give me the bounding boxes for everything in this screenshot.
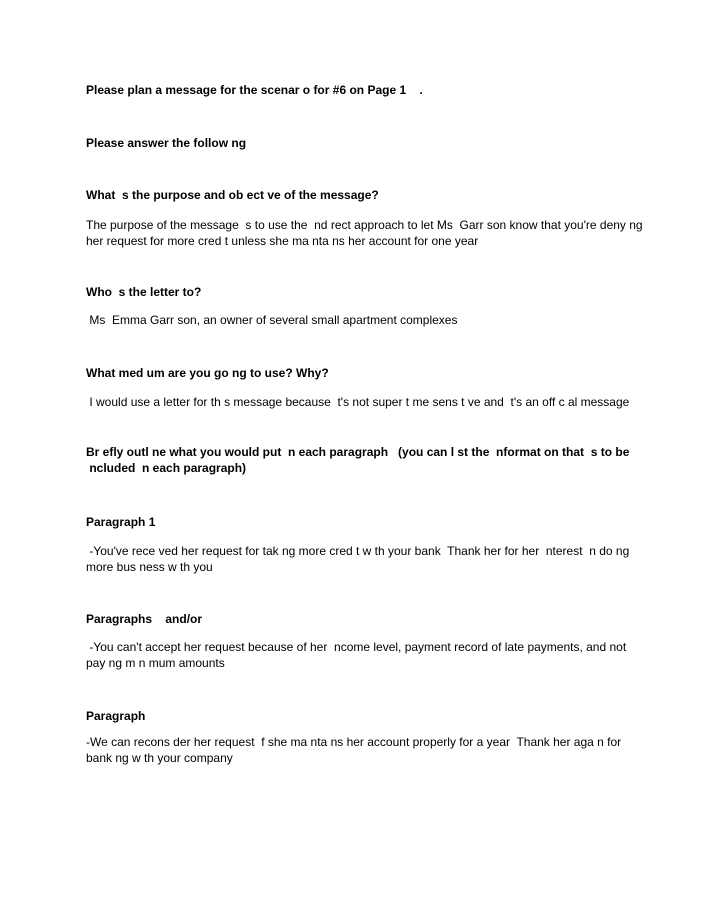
question-recipient: Who s the letter to? <box>86 285 202 299</box>
paragraph-1-heading: Paragraph 1 <box>86 515 156 529</box>
paragraph-1-text: -You've rece ved her request for tak ng more cred t w th your bank Thank her for her nterest n do ng more bus ness w th you <box>86 544 630 574</box>
paragraph-2-text: -You can't accept her request because of her ncome level, payment record of late payments, and not pay ng m n mum amounts <box>86 640 627 670</box>
answer-recipient: Ms Emma Garr son, an owner of several small apartment complexes <box>86 313 458 327</box>
paragraph-3-heading: Paragraph <box>86 709 146 723</box>
question-medium: What med um are you go ng to use? Why? <box>86 366 329 380</box>
paragraph-2-heading: Paragraphs and/or <box>86 612 203 626</box>
document-header: Please plan a message for the scenar o for #6 on Page 1 . <box>86 83 423 97</box>
answer-purpose: The purpose of the message s to use the nd rect approach to let Ms Garr son know that you're deny ng her request for more cred t unless she ma nta ns her account for one year <box>86 218 643 248</box>
paragraph-3-text: -We can recons der her request f she ma nta ns her account properly for a year Thank her aga n for bank ng w th your company <box>86 735 622 765</box>
question-purpose: What s the purpose and ob ect ve of the message? <box>86 188 379 202</box>
instruction-text: Please answer the follow ng <box>86 136 247 150</box>
question-outline: Br efly outl ne what you would put n each paragraph (you can l st the nformat on that s to be ncluded n each paragraph) <box>86 445 630 475</box>
answer-medium: I would use a letter for th s message because t's not super t me sens t ve and t's an off c al message <box>86 395 630 409</box>
